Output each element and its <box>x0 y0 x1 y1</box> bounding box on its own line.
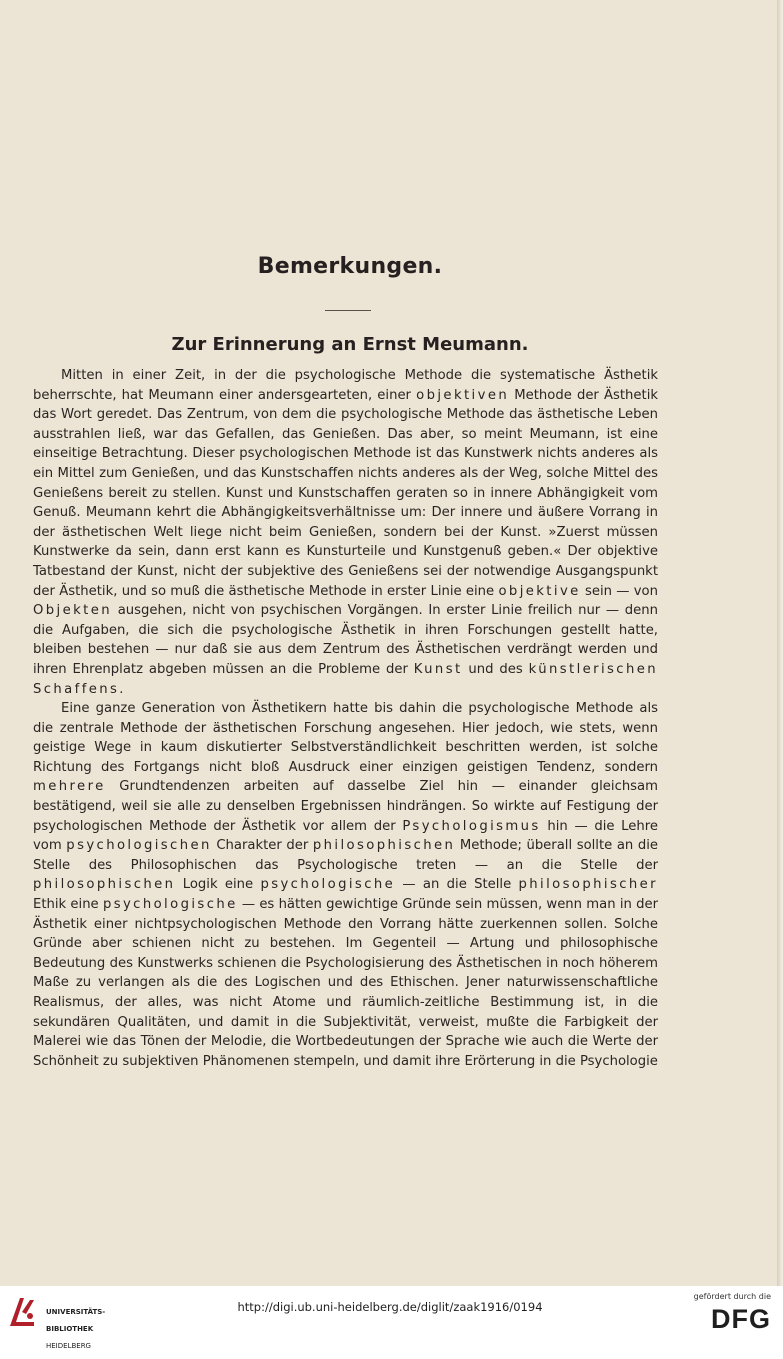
emphasis-spaced: psychologische <box>102 897 238 913</box>
emphasis-spaced: objektiven <box>416 387 510 403</box>
funded-by-label: gefördert durch die <box>693 1292 771 1301</box>
viewer-footer <box>0 1286 783 1350</box>
university-library-logo[interactable] <box>6 1292 40 1332</box>
library-name[interactable]: UNIVERSITÄTS- BIBLIOTHEK HEIDELBERG <box>46 1307 106 1350</box>
emphasis-spaced: philosophischer <box>518 877 658 893</box>
emphasis-spaced: Psychologismus <box>402 818 541 834</box>
library-seal-icon <box>6 1292 40 1332</box>
article-title: Zur Erinnerung an Ernst Meumann. <box>171 334 529 355</box>
emphasis-spaced: philosophischen <box>33 877 176 893</box>
emphasis-spaced: Objekten <box>33 603 113 619</box>
title-divider <box>325 310 371 311</box>
emphasis-spaced: psychologischen <box>66 838 212 854</box>
section-title: Bemerkungen. <box>257 254 443 279</box>
emphasis-spaced: psychologische <box>260 877 396 893</box>
emphasis-spaced: objektive <box>498 583 581 599</box>
article-body <box>33 366 658 1071</box>
page-permalink[interactable]: http://digi.ub.uni-heidelberg.de/diglit/zaak1916/0194 <box>237 1300 543 1314</box>
emphasis-spaced: Kunst <box>413 661 463 677</box>
page-edge-shadow <box>777 0 783 1286</box>
paragraph-2: Eine ganze Generation von Ästhetikern hatte bis dahin die psychologische Methode als die zentrale Methode der ästhetischen Forschung angesehen. Hier jedoch, wie stets, wenn geistige Wege in kaum diskutierter Selbstverständlichkeit beschritten werden, ist solche Richtung des Fortgangs nicht bloß Ausdruck einer einzigen geistigen Tendenz, sondern mehrere Grundtendenzen arbeiten auf dasselbe Ziel hin — einander gleichsam bestätigend, weil sie alle zu denselben Ergebnissen hindrängen. So wirkte auf Festigung der psychologischen Methode der Ästhetik vor allem der Psychologismus hin — die Lehre vom psychologischen Charakter der philosophischen Methode; überall sollte an die Stelle des Philosophischen das Psychologische treten — an die Stelle der philosophischen Logik eine psychologische — an die Stelle philosophischer Ethik eine psychologische — es hätten gewichtige Gründe sein müssen, wenn man in der Ästhetik einer nichtpsychologischen Methode den Vorrang hätte zuerkennen sollen. Solche Gründe aber schienen nicht zu bestehen. Im Gegenteil — Artung und philosophische Bedeutung des Kunstwerks schienen die Psychologisierung des Ästhetischen in noch höherem Maße zu verlangen als die des Logischen und des Ethischen. Jener naturwissenschaftliche Realismus, der alles, was nicht Atome und räumlich-zeitliche Bestimmung ist, in die sekundären Qualitäten, und damit in die Subjektivität, verweist, mußte die Farbigkeit der Malerei wie das Tönen der Melodie, die Wortbedeutungen der Sprache wie auch die Werte der Schönheit zu subjektiven Phänomenen stempeln, und damit ihre Erörterung in die Psychologie <box>33 701 659 1069</box>
emphasis-spaced: philosophischen <box>312 838 456 854</box>
emphasis-spaced: künstlerischen Schaffens <box>33 661 658 697</box>
dfg-logo[interactable]: DFG <box>711 1304 771 1334</box>
emphasis-spaced: mehrere <box>33 779 106 795</box>
paragraph-1: Mitten in einer Zeit, in der die psychologische Methode die systematische Ästhetik beherrschte, hat Meumann einer andersgearteten, einer objektiven Methode der Ästhetik das Wort geredet. Das Zentrum, von dem die psychologische Methode das ästhetische Leben ausstrahlen ließ, war das Gefallen, das Genießen. Das aber, so meint Meumann, ist eine einseitige Betrachtung. Dieser psychologischen Methode ist das Kunstwerk nichts anderes als ein Mittel zum Genießen, und das Kunstschaffen nichts anderes als der Weg, solche Mittel des Genießens bereit zu stellen. Kunst und Kunstschaffen geraten so in innere Abhängigkeit vom Genuß. Meumann kehrt die Abhängigkeitsverhältnisse um: Der innere und äußere Vorrang in der ästhetischen Welt liege nicht beim Genießen, sondern bei der Kunst. »Zuerst müssen Kunstwerke da sein, dann erst kann es Kunsturteile und Kunstgenuß geben.« Der objektive Tatbestand der Kunst, nicht der subjektive des Genießens sei der notwendige Ausgangspunkt der Ästhetik, und so muß die ästhetische Methode in erster Linie eine objektive sein — von Objekten ausgehen, nicht von psychischen Vorgängen. In erster Linie freilich nur — denn die Aufgaben, die sich die psychologische Ästhetik in ihren Forschungen gestellt hatte, bleiben bestehen — nur daß sie aus dem Zentrum des Ästhetischen verdrängt werden und ihren Ehrenplatz abgeben müssen an die Probleme der Kunst und des künstlerischen Schaffens. <box>33 368 658 697</box>
